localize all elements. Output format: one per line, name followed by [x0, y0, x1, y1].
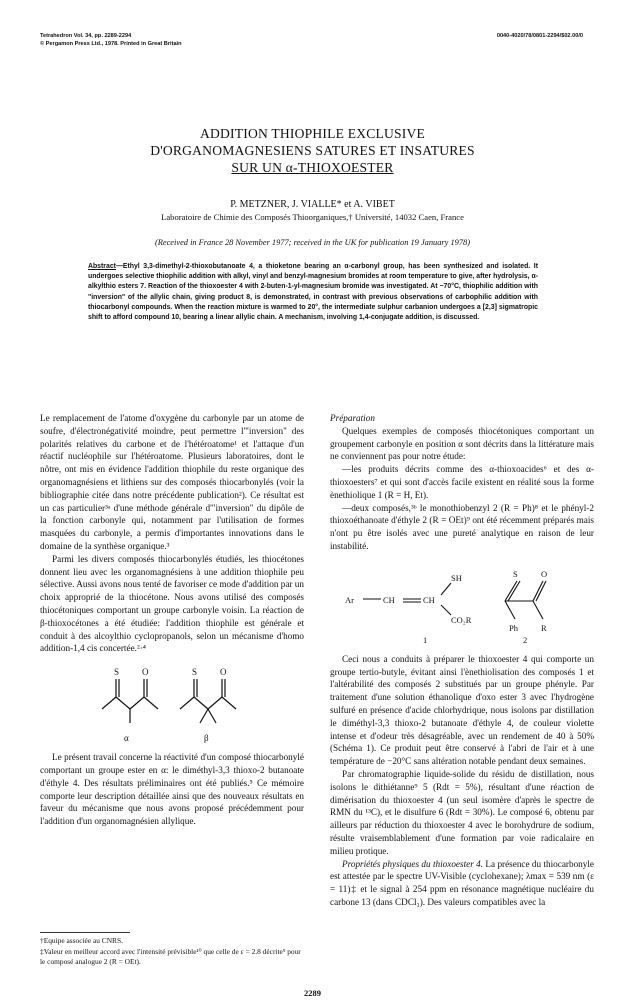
- article-code: 0040-4020/78/0801-2294/$02.00/0: [496, 33, 583, 39]
- svg-text:S: S: [114, 667, 120, 678]
- footnote-rule: [40, 932, 130, 933]
- received-dates: (Received in France 28 November 1977; received in the UK for publication 19 January 1978): [154, 238, 471, 247]
- prep-paragraph-1: Quelques exemples de composés thiocétoniques comportant un groupement carbonyle en position α sont décrits dans la littérature mais ne conviennent pas pour notre étude:: [330, 425, 594, 462]
- svg-text:S: S: [513, 568, 518, 579]
- label-structure-1: 1: [423, 634, 428, 645]
- prep-paragraph-2: —les produits décrits comme des α-thioxoacides⁶ et des α-thioxoesters⁷ et qui sont d'accès facile existent en réalité sous la forme ènethiolique 1 (R = H, Et).: [330, 464, 594, 500]
- svg-text:R: R: [541, 622, 547, 633]
- page-number: 2289: [304, 988, 321, 998]
- svg-text:SH: SH: [451, 572, 462, 583]
- left-column: [40, 412, 304, 828]
- structures-1-2: [337, 559, 587, 647]
- svg-text:CO₂R: CO₂R: [451, 614, 472, 625]
- footnotes: [40, 936, 304, 968]
- intro-paragraph-2: Parmi les divers composés thiocarbonylés étudiés, les thiocétones donnent lieu avec les organomagnésiens à une addition thiophile peu sélective. Aussi avons nous tenté de favoriser ce mode d'addition par un choix approprié de la thiocétone. Nous avons utilisé des composés thiocétoniques comportant un groupe carbonyle voisin. La réaction de β-thioxocétones a été étudiée: l'addition thiophile est générale et conduit à des alcoylthio cyclopropanols, selon un mécanisme d'homo addition-1,4 cis concertée.²·⁴: [40, 553, 304, 654]
- structures-alpha-beta: [72, 661, 272, 745]
- title-line-1: ADDITION THIOPHILE EXCLUSIVE: [199, 126, 426, 141]
- prep-paragraph-3: —deux composés,³ᵇ le monothiobenzyl 2 (R = Ph)⁸ et le phényl-2 thioxoéthanoate d'éthyle 2 (R = OEt)⁹ ont été récemment préparés mais n'ont pu être isolés avec une pureté analytique en raison de leur instabilité.: [330, 502, 594, 551]
- affiliation: Laboratoire de Chimie des Composés Thioorganiques,† Université, 14032 Caen, France: [161, 212, 464, 222]
- intro-paragraph-1: Le remplacement de l'atome d'oxygène du carbonyle par un atome de soufre, d'électronégativité moindre, peut permettre l'"inversion" des polarités relatives du carbone et de l'hétéroatome¹ et l'attaque d'un réactif nucléophile sur l'hétéroatome. Plusieurs laboratoires, dont le nôtre, ont mis en évidence l'addition thiophile du reste organique des organomagnésiens et lithiens sur des composés thiocarbonylés (voir la bibliographie citée dans notre précédente publication²). Ce résultat est un cas particulier³ᵃ d'une méthode générale d'"inversion" du dipôle de la fonction carbonyle qui, notamment par l'utilisation de formes masquées du carbonyle, a permis d'importantes innovations dans le domaine de la synthèse organique.³: [40, 413, 304, 551]
- label-beta: β: [204, 733, 209, 744]
- svg-text:CH: CH: [423, 594, 435, 605]
- svg-text:CH: CH: [383, 594, 395, 605]
- title-line-2: D'ORGANOMAGNESIENS SATURES ET INSATURES: [150, 143, 475, 158]
- footnote-1: †Equipe associée au CNRS.: [40, 936, 123, 945]
- svg-text:O: O: [541, 568, 548, 579]
- authors: P. METZNER, J. VIALLE* et A. VIBET: [230, 199, 395, 210]
- prep-paragraph-6: [330, 858, 594, 909]
- section-heading-preparation: Préparation: [330, 413, 375, 423]
- title-line-3: SUR UN α-THIOXOESTER: [231, 160, 394, 175]
- svg-text:S: S: [192, 667, 198, 678]
- abstract-text: —Ethyl 3,3-dimethyl-2-thioxobutanoate 4, a thioketone bearing an α-carbonyl group, has been synthesized and isolated. It undergoes selective thiophilic addition with alkyl, vinyl and benzyl-magnesium bromides at room temperature to give, after hydrolysis, α-alkylthio esters 7. Reaction of the thioxoester 4 with 2-buten-1-yl-magnesium bromide was investigated. At −70°C, thiophilic addition with "inversion" of the allylic chain, giving product 8, is demonstrated, in contrast with previous observations of carbophilic addition with thiocarbonyl compounds. When the reaction mixture is warmed to 20°, the intermediate sulphur carbanion undergoes a [2,3] sigmatropic shift to afford compound 10, bearing a linear allylic chain. A mechanism, involving 1,4-conjugate addition, is discussed.: [88, 263, 538, 322]
- article-title: [40, 125, 585, 176]
- svg-text:O: O: [142, 667, 149, 678]
- prep-paragraph-5: Par chromatographie liquide-solide du résidu de distillation, nous isolons le dithiétanne⁹ 5 (Rdt = 5%), résultant d'une réaction de dimérisation du thioxoester 4 (un seul isomère d'après le spectre de RMN du ¹³C), et le disulfure 6 (Rdt = 30%). Le composé 6, obtenu par ailleurs par réduction du thioxoester 4 avec le borohydrure de sodium, résulte vraisemblablement d'une formation par voie radicalaire en milieu protique.: [330, 768, 594, 856]
- svg-text:O: O: [220, 667, 227, 678]
- journal-line-2: © Pergamon Press Ltd., 1978. Printed in Great Britain: [40, 40, 182, 47]
- abstract: [88, 262, 538, 323]
- physical-properties-heading: Propriétés physiques du thioxoester 4.: [342, 858, 484, 869]
- label-alpha: α: [124, 733, 129, 744]
- svg-text:Ph: Ph: [509, 622, 518, 633]
- label-structure-2: 2: [523, 634, 528, 645]
- journal-line-1: Tetrahedron Vol. 34, pp. 2289-2294: [40, 33, 132, 39]
- prep-paragraph-4: Ceci nous a conduits à préparer le thioxoester 4 qui comporte un groupe tertio-butyle, évitant ainsi l'ènethiolisation des composés 1 et l'altérabilité des composés 2 substitués par un groupe phényle. Par traitement d'une solution éthanolique d'oxo ester 3 avec l'hydrogène sulfuré en présence d'acide chlorhydrique, nous isolons par distillation le diméthyl-3,3 thioxo-2 butanoate d'éthyle 4, de couleur violette intense et d'odeur très désagréable, avec un rendement de 40 à 50% (Schéma 1). Ce produit peut être conservé à l'abri de l'air et à une température de −20°C sans altération notable pendant deux semaines.: [330, 653, 594, 767]
- journal-header: [40, 33, 182, 48]
- right-column: [330, 412, 594, 909]
- svg-text:Ar: Ar: [345, 594, 354, 605]
- intro-paragraph-3: Le présent travail concerne la réactivité d'un composé thiocarbonylé comportant un groupe ester en α: le diméthyl-3,3 thioxo-2 butanoate d'éthyle 4. Des résultats préliminaires ont été publiés.⁵ Ce mémoire comporte leur description détaillée ainsi que des nouveaux résultats en faveur du mécanisme que nous avons proposé précédemment pour l'addition d'un organomagnésien allylique.: [40, 752, 304, 827]
- physical-properties-text: La présence du thiocarbonyle est attestée par le spectre UV-Visible (cyclohexane); λmax = 539 nm (ε = 11)‡ et le signal à 254 ppm en résonance magnétique nucléaire du carbone 13 (dans CDCl₃). Des valeurs compatibles avec la: [330, 858, 594, 907]
- abstract-label: Abstract: [88, 263, 116, 270]
- footnote-2: ‡Valeur en meilleur accord avec l'intensité prévisible¹⁰ que celle de ε = 2.8 décrite⁹ pour le composé analogue 2 (R = OEt).: [40, 946, 301, 966]
